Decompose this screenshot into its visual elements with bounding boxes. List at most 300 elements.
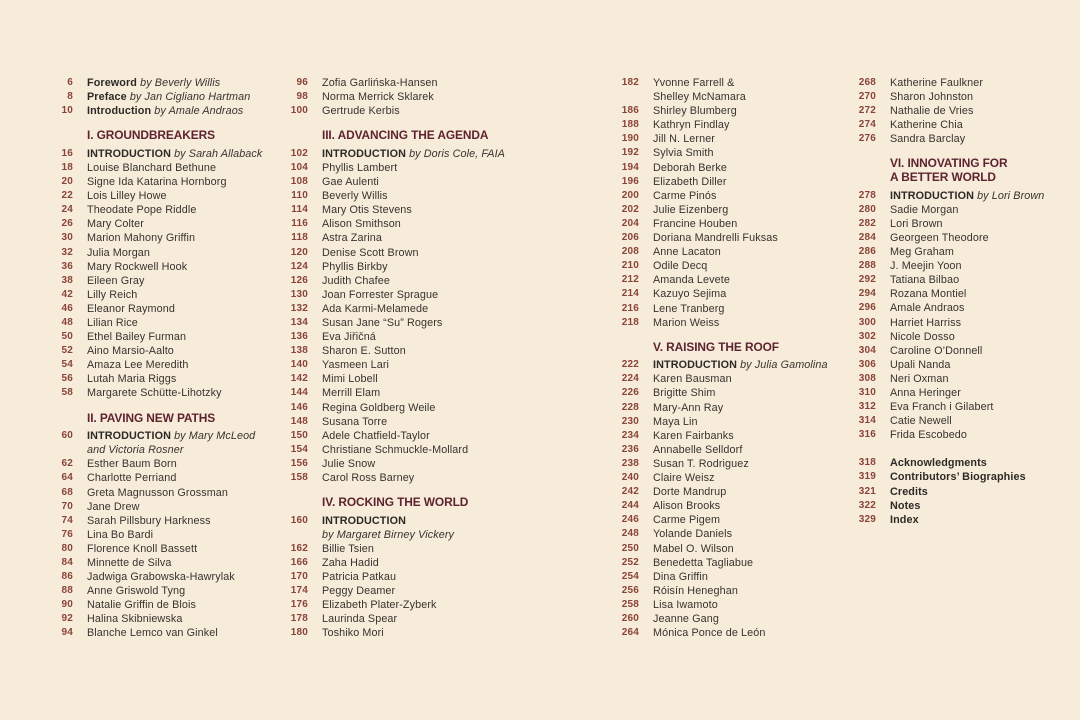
toc-entry [270, 231, 505, 245]
page-number: 292 [858, 274, 876, 286]
toc-entry [270, 260, 505, 274]
entry-title: Louise Blanchard Bethune [87, 161, 217, 174]
entry-byline: by Jan Cigliano Hartman [129, 91, 251, 104]
toc-entry [601, 386, 836, 400]
toc-entry [270, 246, 505, 260]
page-number: 64 [61, 472, 73, 484]
entry-title: Mary Otis Stevens [322, 204, 412, 217]
entry-title [890, 499, 1073, 513]
entry-title: Lilian Rice [87, 317, 138, 329]
toc-entry [35, 570, 270, 584]
entry-title: Eva Franch i Gilabert [890, 401, 994, 414]
toc-entry [601, 527, 836, 541]
section-heading: III. ADVANCING THE AGENDA [322, 128, 489, 143]
entry-title: Francine Houben [653, 217, 738, 230]
page-number: 234 [621, 429, 639, 441]
toc-entry [601, 104, 836, 118]
entry-bold-label: INTRODUCTION [653, 359, 741, 372]
entry-title: Karen Fairbanks [653, 429, 734, 442]
entry-title: Anne Griswold Tyng [87, 585, 186, 598]
toc-entry [270, 203, 505, 217]
entry-title: Lori Brown [890, 217, 943, 230]
page-number: 260 [621, 612, 639, 624]
toc-column-1 [35, 76, 270, 641]
entry-bold-label: Contributors’ Biographies [890, 471, 1026, 484]
entry-title: Norma Merrick Sklarek [322, 91, 434, 104]
entry-title: Catie Newell [890, 415, 952, 428]
toc-entry [838, 485, 1073, 499]
page-number: 166 [290, 557, 308, 568]
entry-title: Laurinda Spear [322, 613, 398, 626]
page-number: 120 [290, 246, 308, 258]
entry-title: Carme Pigem [653, 514, 721, 527]
page-number: 306 [858, 358, 876, 370]
entry-title [890, 456, 1073, 470]
entry-title: Lois Lilley Howe [87, 190, 167, 203]
toc-entry [270, 570, 505, 584]
entry-bold-label: Foreword [87, 77, 141, 89]
toc-entry [35, 217, 270, 231]
entry-title [322, 514, 505, 542]
toc-entry [838, 259, 1073, 273]
page-number: 18 [61, 161, 73, 173]
page-number: 114 [291, 204, 308, 216]
entry-title: Blanche Lemco van Ginkel [87, 627, 218, 640]
toc-entry [35, 90, 270, 104]
page-number: 150 [290, 429, 308, 441]
page-number: 244 [621, 500, 639, 512]
page-number: 20 [61, 176, 73, 188]
page-number: 50 [61, 331, 73, 343]
toc-entry [270, 429, 505, 443]
entry-title: Nicole Dosso [890, 330, 955, 343]
toc-entry [838, 104, 1073, 118]
toc-entry [838, 231, 1073, 245]
entry-title: Phyllis Birkby [322, 260, 388, 273]
toc-entry [35, 486, 270, 500]
entry-title: Christiane Schmuckle-Mollard [322, 443, 469, 456]
toc-entry [601, 245, 836, 259]
toc-entry [270, 330, 505, 344]
page-number: 100 [290, 105, 308, 117]
entry-title: Mary Colter [87, 218, 144, 231]
entry-title: Signe Ida Katarina Hornborg [87, 176, 227, 189]
entry-title: Greta Magnusson Grossman [87, 486, 229, 499]
toc-entry [270, 161, 505, 175]
toc-entry [270, 443, 505, 457]
toc-entry [35, 189, 270, 203]
page-number: 254 [621, 570, 639, 582]
entry-title: Sharon E. Sutton [322, 345, 406, 358]
toc-entry [35, 274, 270, 288]
entry-title: Mimi Lobell [322, 373, 378, 386]
toc-entry [838, 76, 1073, 90]
entry-title: Doriana Mandrelli Fuksas [653, 232, 778, 245]
toc-entry [35, 302, 270, 316]
section-heading: V. RAISING THE ROOF [653, 339, 779, 354]
toc-entry [601, 372, 836, 386]
toc-entry [35, 358, 270, 372]
toc-column-3 [601, 76, 836, 640]
toc-entry [601, 626, 836, 640]
toc-entry [601, 231, 836, 245]
entry-title [890, 485, 1073, 499]
toc-entry [35, 556, 270, 570]
toc-entry [838, 386, 1073, 400]
entry-title: Merrill Elam [322, 387, 381, 400]
entry-title: Joan Forrester Sprague [322, 288, 439, 301]
entry-byline: by Doris Cole, FAIA [409, 147, 505, 160]
page-number: 226 [621, 387, 639, 399]
page-number: 146 [290, 401, 308, 413]
entry-title: Marion Weiss [653, 316, 720, 329]
toc-entry [601, 76, 836, 104]
entry-title: Carme Pinós [653, 189, 717, 202]
toc-entry [601, 556, 836, 570]
page-number: 224 [621, 373, 639, 385]
toc-entry [601, 287, 836, 301]
page-number: 48 [61, 317, 73, 328]
toc-entry [601, 146, 836, 160]
page-number: 132 [290, 302, 308, 314]
page-number: 136 [290, 331, 308, 343]
page-number: 284 [858, 231, 876, 243]
page-number: 218 [621, 316, 639, 328]
toc-entry [270, 104, 505, 118]
entry-title: Julia Morgan [87, 246, 151, 259]
toc-entry [838, 273, 1073, 287]
toc-entry [838, 118, 1073, 132]
page-number: 156 [290, 457, 308, 469]
entry-title: Brigitte Shim [653, 387, 716, 400]
entry-title: Yasmeen Lari [322, 359, 390, 372]
page-number: 42 [61, 288, 73, 300]
toc-entry [601, 132, 836, 146]
page-number: 158 [290, 472, 308, 484]
page-number: 26 [61, 218, 73, 230]
toc-entry [838, 217, 1073, 231]
page-number: 126 [290, 274, 308, 286]
toc-entry [270, 612, 505, 626]
toc-entry [601, 161, 836, 175]
page-number: 190 [621, 133, 639, 145]
toc-entry [35, 514, 270, 528]
toc-entry [35, 344, 270, 358]
page-number: 102 [290, 147, 308, 159]
toc-entry [270, 542, 505, 556]
toc-entry [601, 401, 836, 415]
page-number: 30 [61, 232, 73, 244]
entry-title [653, 358, 836, 372]
page-number: 16 [61, 147, 73, 159]
toc-entry [35, 246, 270, 260]
toc-entry [270, 316, 505, 330]
entry-title [87, 147, 270, 161]
entry-title: Kathryn Findlay [653, 119, 730, 132]
toc-entry [35, 626, 270, 640]
page-number: 210 [621, 260, 639, 272]
page-number: 154 [290, 443, 308, 455]
entry-title [87, 90, 270, 104]
entry-title: Mónica Ponce de León [653, 627, 766, 640]
page-number: 216 [621, 302, 639, 314]
page-number: 321 [858, 485, 876, 497]
page-number: 222 [621, 359, 639, 371]
toc-entry [35, 612, 270, 626]
entry-title: Patricia Patkau [322, 571, 397, 584]
page-number: 68 [61, 486, 73, 498]
page-number: 264 [621, 627, 639, 639]
page-number: 104 [290, 161, 308, 173]
page-number: 90 [61, 599, 73, 611]
page-number: 308 [858, 372, 876, 384]
page-number: 176 [290, 599, 308, 611]
toc-entry [270, 189, 505, 203]
toc-entry [35, 203, 270, 217]
toc-entry [601, 443, 836, 457]
toc-entry [270, 556, 505, 570]
page-number: 98 [296, 91, 308, 103]
page-number: 86 [61, 571, 73, 583]
entry-title: Toshiko Mori [322, 627, 384, 640]
entry-title: Lilly Reich [87, 288, 138, 301]
entry-title: Minnette de Silva [87, 557, 172, 569]
page-number: 256 [621, 584, 639, 596]
page-number: 312 [858, 401, 876, 413]
page-number: 138 [290, 345, 308, 357]
toc-entry [601, 358, 836, 372]
entry-title: Gertrude Kerbis [322, 105, 400, 118]
section-heading: VI. INNOVATING FOR A BETTER WORLD [890, 156, 1008, 185]
toc-entry [838, 203, 1073, 217]
toc-entry [35, 104, 270, 118]
page-number: 92 [61, 613, 73, 625]
entry-title: Amale Andraos [890, 302, 965, 315]
entry-title: Beverly Willis [322, 190, 388, 203]
page-number: 274 [858, 119, 876, 131]
page-number: 296 [858, 302, 876, 314]
entry-title: Dorte Mandrup [653, 486, 727, 499]
entry-title: Marion Mahony Griffin [87, 232, 196, 245]
entry-title: Harriet Harriss [890, 316, 962, 329]
toc-entry [601, 189, 836, 203]
toc-entry [838, 316, 1073, 330]
entry-title [87, 104, 270, 118]
section-heading: IV. ROCKING THE WORLD [322, 495, 469, 510]
toc-entry [838, 189, 1073, 203]
page-number: 38 [61, 274, 73, 286]
entry-title: Alison Smithson [322, 218, 401, 231]
page-number: 148 [290, 415, 308, 427]
entry-bold-label: INTRODUCTION [890, 189, 978, 202]
list-gap [838, 442, 1073, 456]
page-number: 202 [621, 203, 639, 215]
entry-title: Jeanne Gang [653, 612, 719, 625]
page-number: 174 [290, 585, 308, 597]
page-number: 288 [858, 260, 876, 272]
toc-entry [35, 598, 270, 612]
entry-byline: by Sarah Allaback [174, 147, 263, 160]
page-number: 214 [621, 288, 639, 300]
page-number: 180 [290, 627, 308, 639]
entry-title: Phyllis Lambert [322, 161, 398, 174]
entry-title: Nathalie de Vries [890, 105, 974, 118]
toc-entry [838, 470, 1073, 484]
entry-title: Mabel O. Wilson [653, 542, 734, 555]
toc-entry [270, 584, 505, 598]
entry-title: Shirley Blumberg [653, 105, 737, 118]
entry-title: Upali Nanda [890, 358, 951, 371]
page-number: 142 [290, 373, 308, 385]
entry-title: Kazuyo Sejima [653, 288, 727, 301]
toc-entry [270, 288, 505, 302]
page-number: 258 [621, 598, 639, 610]
page-number: 236 [621, 443, 639, 455]
entry-title: Rozana Montiel [890, 288, 967, 301]
toc-entry [270, 344, 505, 358]
page-number: 88 [61, 585, 73, 597]
page-number: 318 [858, 457, 876, 469]
toc-entry [838, 456, 1073, 470]
entry-title: Alison Brooks [653, 500, 721, 513]
entry-title: Yvonne Farrell & Shelley McNamara [653, 77, 746, 104]
toc-entry [35, 288, 270, 302]
page-number: 242 [621, 486, 639, 498]
entry-title: Billie Tsien [322, 542, 375, 555]
entry-title: Aino Marsio-Aalto [87, 345, 174, 358]
page-number: 300 [858, 316, 876, 328]
page-number: 74 [61, 514, 73, 526]
entry-title: Jadwiga Grabowska-Hawrylak [87, 571, 235, 584]
entry-title: Margarete Schütte-Lihotzky [87, 387, 222, 400]
entry-title: Anna Heringer [890, 386, 961, 399]
toc-entry [601, 542, 836, 556]
toc-entry [35, 147, 270, 161]
page-number: 192 [621, 147, 639, 159]
page-number: 196 [621, 175, 639, 187]
toc-entry [601, 584, 836, 598]
entry-title: Lutah Maria Riggs [87, 373, 177, 386]
toc-entry [270, 626, 505, 640]
toc-entry [838, 428, 1073, 442]
toc-entry [270, 401, 505, 415]
entry-bold-label: INTRODUCTION [87, 147, 175, 160]
entry-title [87, 76, 270, 90]
toc-entry [270, 90, 505, 104]
entry-title: Eva Jiřičná [322, 331, 376, 344]
entry-title: Benedetta Tagliabue [653, 556, 754, 569]
page-number: 304 [858, 344, 876, 356]
page-number: 294 [858, 288, 876, 300]
toc-entry [35, 260, 270, 274]
toc-entry [838, 400, 1073, 414]
entry-title: Susan T. Rodriguez [653, 457, 749, 470]
toc-entry [601, 570, 836, 584]
page-number: 22 [61, 190, 73, 202]
page-number: 62 [61, 458, 73, 470]
toc-entry [601, 259, 836, 273]
page-number: 32 [61, 246, 73, 258]
toc-entry [838, 90, 1073, 104]
toc-entry [601, 175, 836, 189]
page-number: 160 [290, 514, 308, 526]
entry-title: Lene Tranberg [653, 302, 725, 315]
toc-entry [838, 414, 1073, 428]
entry-title: Dina Griffin [653, 570, 709, 583]
page-number: 84 [61, 557, 73, 568]
entry-title: Sadie Morgan [890, 203, 959, 216]
toc-entry [35, 372, 270, 386]
page-number: 268 [858, 77, 876, 88]
entry-title [87, 429, 270, 457]
entry-title: Karen Bausman [653, 373, 732, 386]
page-number: 186 [621, 105, 639, 117]
page-number: 246 [621, 514, 639, 526]
page-number: 70 [61, 500, 73, 512]
page-number: 310 [858, 386, 876, 398]
toc-entry [838, 132, 1073, 146]
page-number: 54 [61, 359, 73, 371]
entry-title: Florence Knoll Bassett [87, 542, 198, 555]
page-number: 56 [61, 373, 73, 385]
toc-entry [270, 358, 505, 372]
toc-entry [601, 612, 836, 626]
entry-byline: by Beverly Willis [140, 77, 221, 89]
page-number: 302 [858, 330, 876, 342]
entry-title: Annabelle Selldorf [653, 443, 743, 456]
entry-title: Sylvia Smith [653, 147, 714, 160]
entry-title: Theodate Pope Riddle [87, 204, 197, 217]
entry-title: Susana Torre [322, 415, 388, 428]
page-number: 194 [621, 161, 639, 173]
page-number: 280 [858, 203, 876, 215]
entry-title: Mary Rockwell Hook [87, 260, 188, 273]
entry-title: Róisín Heneghan [653, 584, 738, 597]
page-number: 286 [858, 246, 876, 258]
toc-entry [270, 457, 505, 471]
entry-title: Frida Escobedo [890, 429, 968, 442]
entry-title: Elizabeth Diller [653, 175, 727, 188]
entry-title: Anne Lacaton [653, 246, 721, 259]
toc-entry [601, 598, 836, 612]
entry-title: Peggy Deamer [322, 585, 396, 598]
entry-title: Susan Jane “Su” Rogers [322, 317, 443, 329]
entry-title [322, 147, 505, 161]
toc-entry [270, 302, 505, 316]
entry-byline: by Mary McLeod [174, 430, 256, 443]
entry-title: Yolande Daniels [653, 528, 733, 541]
page-number: 60 [61, 430, 73, 442]
toc-entry [601, 471, 836, 485]
entry-bold-label: Preface [87, 91, 130, 104]
toc-entry [270, 415, 505, 429]
entry-title: Astra Zarina [322, 232, 383, 245]
page-number: 182 [621, 77, 639, 88]
page-number: 8 [67, 91, 73, 103]
entry-byline: by Amale Andraos [154, 105, 244, 118]
page-number: 116 [291, 218, 308, 230]
entry-title: Halina Skibniewska [87, 613, 183, 626]
section-heading: II. PAVING NEW PATHS [87, 410, 216, 425]
entry-title: Lina Bo Bardi [87, 528, 154, 541]
page-number: 134 [290, 317, 308, 328]
entry-title: Lisa Iwamoto [653, 598, 718, 611]
entry-bold-label: INTRODUCTION [322, 514, 406, 527]
page-number: 250 [621, 542, 639, 554]
page-number: 6 [67, 77, 73, 88]
page-number: 319 [858, 471, 876, 483]
entry-byline-line2: by Margaret Birney Vickery [322, 528, 455, 541]
